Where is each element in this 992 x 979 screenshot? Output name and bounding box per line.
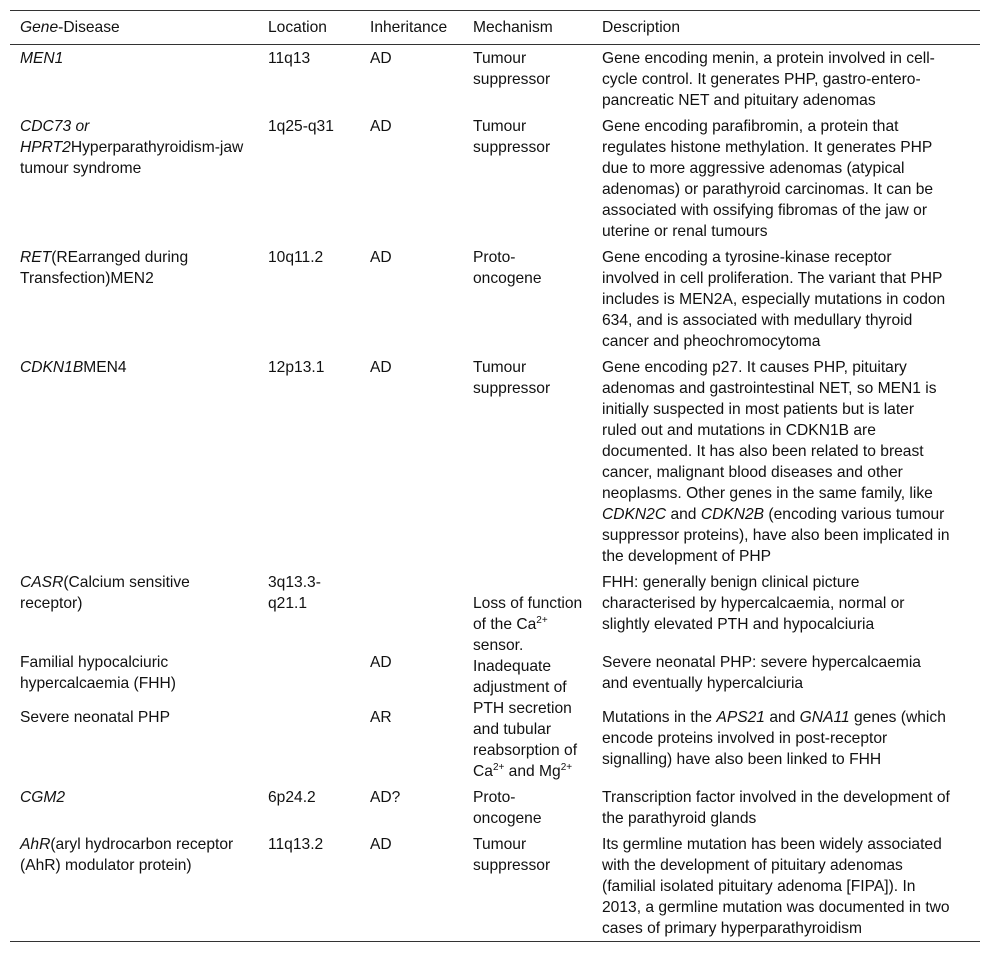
cell-inheritance: AD — [370, 653, 392, 671]
table-header — [10, 11, 980, 45]
cell-mechanism: Tumour suppressor — [473, 836, 551, 874]
table-row-cgm2 — [10, 784, 980, 831]
table-row-cdkn1b — [10, 354, 980, 569]
cell-gene: CASR(Calcium sensitive receptor) — [20, 574, 190, 612]
cell-disease: Severe neonatal PHP — [20, 709, 170, 727]
cell-gene: MEN1 — [20, 50, 64, 67]
cell-description: Transcription factor involved in the development of the parathyroid glands — [602, 789, 950, 827]
cell-inheritance: AD — [370, 836, 392, 853]
cell-description: FHH: generally benign clinical picture characterised by hypercalcaemia, normal or slightly elevated PTH and hypocalciuria — [602, 574, 905, 633]
cell-description: Its germline mutation has been widely associated with the development of pituitary adenomas (familial isolated pituitary adenoma [FIPA]). In 2013, a germline mutation was documented in two cases of primary hyperparathyroidism — [602, 836, 950, 937]
table-row-ahr — [10, 831, 980, 942]
cell-location: 1q25-q31 — [268, 118, 334, 135]
cell-location: 3q13.3-q21.1 — [268, 574, 321, 612]
cell-mechanism: Tumour suppressor — [473, 118, 551, 156]
cell-gene: CGM2 — [20, 789, 66, 806]
cell-location: 12p13.1 — [268, 359, 325, 376]
cell-description: Gene encoding parafibromin, a protein that regulates histone methylation. It generates PHP due to more aggressive adenomas (atypical adenomas) or parathyroid carcinomas. It can be associated with ossifying fibromas of the jaw or uterine or renal tumours — [602, 118, 934, 240]
header-location: Location — [268, 19, 327, 36]
cell-mechanism: Proto-oncogene — [473, 249, 542, 287]
cell-location — [258, 704, 360, 784]
cell-inheritance: AR — [370, 709, 392, 727]
table-row-casr — [10, 569, 980, 649]
cell-location: 10q11.2 — [268, 249, 324, 266]
cell-disease: Familial hypocalciuric hypercalcaemia (FHH) — [20, 653, 176, 692]
header-row — [10, 11, 980, 45]
cell-inheritance: AD — [370, 50, 392, 67]
cell-mechanism: Loss of function of the $Ca^{2+}$ sensor. Inadequate adjustment of PTH secretion and tubular reabsorption of $Ca^{2+}$ and $Mg^{2+}$ — [473, 595, 583, 780]
cell-gene: RET(REarranged during Transfection)MEN2 — [20, 249, 189, 287]
cell-location — [258, 649, 360, 704]
cell-inheritance — [360, 569, 463, 649]
cell-location: 6p24.2 — [268, 789, 316, 806]
table-row-cdc73 — [10, 113, 980, 244]
cell-location: 11q13.2 — [268, 836, 324, 853]
cell-description: Gene encoding a tyrosine-kinase receptor involved in cell proliferation. The variant that PHP includes is MEN2A, especially mutations in codon 634, and is associated with medullary thyroid cancer and pheochromocytoma — [602, 249, 946, 350]
cell-inheritance: AD? — [370, 789, 401, 806]
cell-inheritance: AD — [370, 118, 392, 135]
table-row-ret — [10, 244, 980, 354]
header-mechanism: Mechanism — [473, 19, 553, 36]
table-body — [10, 45, 980, 942]
cell-gene: CDKN1BMEN4 — [20, 359, 127, 376]
cell-description: Gene encoding p27. It causes PHP, pituitary adenomas and gastrointestinal NET, so MEN1 is initially suspected in most patients but is later ruled out and mutations in CDKN1B are documented. It has also been related to breast cancer, malignant blood diseases and other neoplasms. Other genes in the same family, like CDKN2C and CDKN2B (encoding various tumour suppressor proteins), have also been implicated in the development of PHP — [602, 359, 950, 565]
header-gene-disease: Gene-Disease — [20, 19, 120, 36]
cell-gene: AhR(aryl hydrocarbon receptor (AhR) modulator protein) — [20, 836, 234, 874]
gene-table — [10, 10, 980, 942]
cell-description: Mutations in the APS21 and GNA11 genes (which encode proteins involved in post-receptor signalling) have also been linked to FHH — [602, 709, 946, 769]
cell-mechanism: Proto-oncogene — [473, 789, 542, 827]
cell-inheritance: AD — [370, 249, 392, 266]
cell-mechanism: Tumour suppressor — [473, 359, 551, 397]
header-inheritance: Inheritance — [370, 19, 448, 36]
cell-gene: CDC73 or HPRT2Hyperparathyroidism-jaw tumour syndrome — [20, 118, 244, 177]
cell-description: Gene encoding menin, a protein involved in cell-cycle control. It generates PHP, gastro-entero-pancreatic NET and pituitary adenomas — [602, 50, 935, 109]
table-row-men1 — [10, 45, 980, 114]
cell-location: 11q13 — [268, 50, 311, 67]
cell-inheritance: AD — [370, 359, 392, 376]
cell-mechanism: Tumour suppressor — [473, 50, 551, 88]
header-description: Description — [602, 19, 680, 36]
cell-description: Severe neonatal PHP: severe hypercalcaemia and eventually hypercalciuria — [602, 653, 921, 692]
